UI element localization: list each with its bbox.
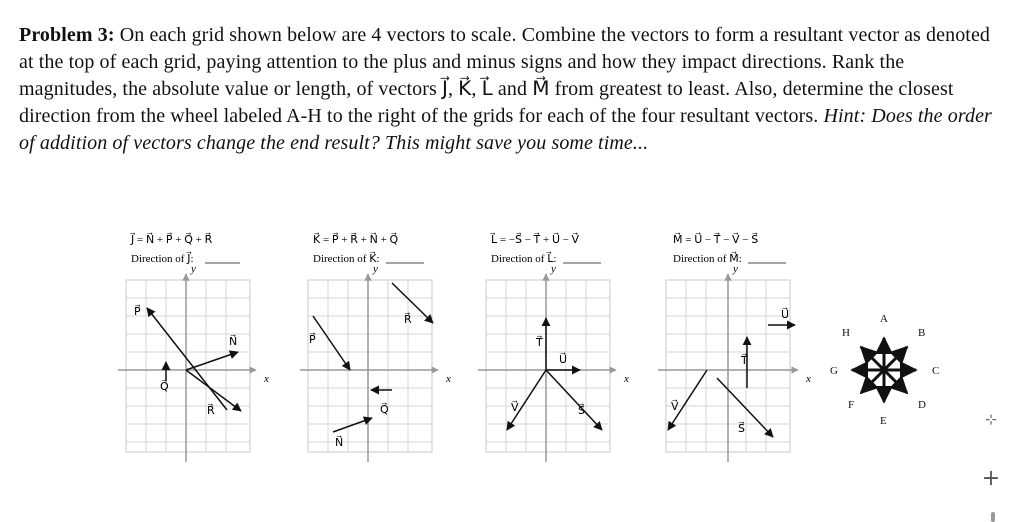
label-n: N⃗	[335, 437, 344, 449]
label-t: T⃗	[741, 355, 748, 367]
label-s: S⃗	[738, 423, 745, 435]
direction-wheel	[852, 338, 916, 402]
label-v: V⃗	[511, 402, 519, 414]
problem-hint: Hint: Does the order of addition of vectors change the end result? This might save you some time...	[19, 105, 992, 154]
grid-j-x-label: x	[264, 373, 269, 385]
grid-l-border	[486, 280, 610, 452]
label-u: U⃗	[559, 354, 568, 366]
label-u: U⃗	[781, 309, 790, 321]
wheel-arrow-b	[884, 347, 907, 370]
grid-l-y-label: y	[551, 263, 556, 275]
wheel-label-g: G	[830, 365, 838, 377]
grid-k-x-label: x	[446, 373, 451, 385]
grid-m	[658, 232, 811, 462]
wheel-label-h: H	[842, 327, 850, 339]
vector-n	[186, 352, 238, 370]
wheel-label-e: E	[880, 415, 887, 427]
grid-k-equation: K⃗ = P⃗ + R⃗ + N⃗ + Q⃗	[313, 234, 399, 246]
wheel-label-f: F	[848, 399, 855, 411]
grid-m-vectors	[668, 325, 795, 437]
grid-m-x-label: x	[806, 373, 811, 385]
grid-l-lines	[486, 280, 610, 452]
grid-j-equation: J⃗ = N⃗ + P⃗ + Q⃗ + R⃗	[131, 234, 213, 246]
wheel-label-d: D	[918, 399, 926, 411]
wheel-arrow-f	[861, 370, 884, 393]
label-v: V⃗	[671, 401, 679, 413]
vector-s	[717, 378, 773, 437]
grid-m-direction-prompt: Direction of M⃗:	[673, 253, 742, 265]
problem-body: On each grid shown below are 4 vectors to scale. Combine the vectors to form a resultant vector as denoted at the top of each grid, paying attention to the plus and minus signs and how they impact directions. Rank the magnitudes, the absolute value or length, of vectors J⃗, K⃗, L⃗ and M⃗ from greatest to least. Also, determine the closest direction from the wheel labeled A-H to the right of the grids for each of the four resultant vectors.	[19, 24, 991, 127]
grid-l-equation: L⃗ = −S⃗ − T⃗ + U⃗ − V⃗	[491, 234, 580, 246]
label-r: R⃗	[207, 405, 215, 417]
label-p: P⃗	[309, 334, 316, 346]
label-s: S⃗	[578, 405, 585, 417]
vector-p	[313, 316, 350, 370]
grid-l-direction-prompt: Direction of L⃗:	[491, 253, 557, 265]
label-r: R⃗	[404, 314, 412, 326]
label-t: T⃗	[536, 337, 543, 349]
label-q: Q⃗	[380, 404, 389, 416]
grid-k	[300, 232, 451, 462]
wheel-arrow-h	[861, 347, 884, 370]
grid-j-vectors	[147, 308, 241, 411]
grid-j-lines	[126, 280, 250, 452]
fit-view-icon[interactable]: ⊹	[985, 412, 997, 428]
grid-j-y-label: y	[191, 263, 196, 275]
grid-m-equation: M⃗ = U⃗ − T⃗ − V⃗ − S⃗	[673, 234, 759, 246]
scrollbar-thumb[interactable]	[991, 512, 995, 522]
grid-j	[118, 232, 269, 462]
grid-j-direction-prompt: Direction of J⃗:	[131, 253, 194, 265]
vector-r	[392, 283, 433, 323]
grid-j-border	[126, 280, 250, 452]
grid-m-y-label: y	[733, 263, 738, 275]
wheel-label-c: C	[932, 365, 940, 377]
grid-k-lines	[308, 280, 432, 452]
vector-s	[546, 370, 602, 430]
label-p: P⃗	[134, 306, 141, 318]
grid-k-direction-prompt: Direction of K⃗:	[313, 253, 380, 265]
label-q: Q⃗	[160, 381, 169, 393]
grid-l	[478, 232, 629, 462]
grid-k-y-label: y	[373, 263, 378, 275]
vector-v	[668, 370, 707, 430]
wheel-arrow-d	[884, 370, 907, 393]
vector-p	[147, 308, 227, 410]
grid-k-border	[308, 280, 432, 452]
grid-l-x-label: x	[624, 373, 629, 385]
grid-k-vectors	[313, 283, 433, 432]
grid-l-vectors	[507, 318, 602, 430]
vector-n	[333, 418, 372, 432]
zoom-in-button[interactable]: +	[981, 465, 1001, 491]
problem-number: Problem 3:	[19, 24, 115, 46]
wheel-label-a: A	[880, 313, 888, 325]
wheel-label-b: B	[918, 327, 926, 339]
label-n: N⃗	[229, 336, 238, 348]
